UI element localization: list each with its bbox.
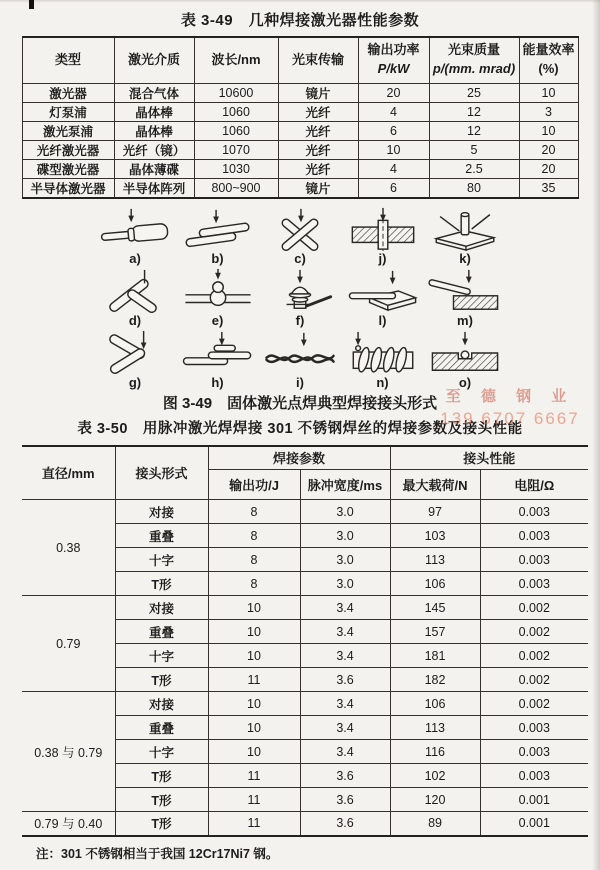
- diameter-cell: 0.38 与 0.79: [22, 692, 115, 812]
- table-cell: 镜片: [278, 83, 358, 102]
- table-cell: 0.003: [480, 764, 588, 788]
- diagram-rod-offset-lap: h): [179, 330, 257, 390]
- table-cell: 10: [208, 644, 300, 668]
- table-cell: 103: [390, 524, 480, 548]
- table-cell: 0.001: [480, 788, 588, 812]
- table-cell: 89: [390, 812, 480, 836]
- table-cell: 3.6: [300, 812, 390, 836]
- table-cell: 6: [358, 178, 429, 198]
- table-row: [22, 102, 578, 121]
- table-cell: 0.003: [480, 716, 588, 740]
- table-cell: 8: [208, 524, 300, 548]
- table-cell: 十字: [115, 548, 208, 572]
- watermark-phone: 139 6707 6667: [440, 409, 580, 428]
- scan-edge-right: [592, 0, 600, 870]
- table-cell: 重叠: [115, 524, 208, 548]
- col-header-diameter: 直径/mm: [22, 446, 115, 500]
- diagram-pin-on-plate: k): [426, 206, 504, 266]
- diagram-terminal-wire-joint: f): [261, 268, 339, 328]
- diameter-cell: 0.38: [22, 500, 115, 596]
- diagram-rod-angle-joint: d): [96, 268, 174, 328]
- table-cell: 4: [358, 159, 429, 178]
- table-cell: 113: [390, 716, 480, 740]
- table-cell: 11: [208, 668, 300, 692]
- table-cell: 35: [519, 178, 578, 198]
- table-cell: 0.002: [480, 692, 588, 716]
- table-cell: 145: [390, 596, 480, 620]
- diameter-cell: 0.79: [22, 596, 115, 692]
- table-cell: 0.003: [480, 740, 588, 764]
- table-cell: 重叠: [115, 620, 208, 644]
- table-cell: 光纤激光器: [22, 140, 114, 159]
- table-row: [22, 159, 578, 178]
- table-row: [22, 121, 578, 140]
- table-cell: T形: [115, 764, 208, 788]
- table-cell: 光纤（镜）: [114, 140, 194, 159]
- table-cell: T形: [115, 668, 208, 692]
- table-cell: 灯泵浦: [22, 102, 114, 121]
- table-cell: 8: [208, 572, 300, 596]
- table-cell: 1060: [194, 102, 278, 121]
- diagram-ball-between-wires: e): [179, 268, 257, 328]
- table-cell: 0.003: [480, 500, 588, 524]
- diameter-cell: 0.79 与 0.40: [22, 812, 115, 836]
- table-cell: 0.003: [480, 572, 588, 596]
- table-row: [22, 596, 588, 620]
- table-cell: 0.002: [480, 668, 588, 692]
- table-cell: 10: [519, 83, 578, 102]
- diagram-twisted-wires: i): [261, 330, 339, 390]
- table-cell: 1030: [194, 159, 278, 178]
- table-cell: 10600: [194, 83, 278, 102]
- col-header-resistance: 电阻/Ω: [480, 470, 588, 500]
- table-cell: 3.4: [300, 740, 390, 764]
- table-cell: 5: [429, 140, 519, 159]
- table-cell: T形: [115, 812, 208, 836]
- table-cell: 97: [390, 500, 480, 524]
- table-cell: 11: [208, 788, 300, 812]
- table49-title: 表 3-49 几种焊接激光器性能参数: [180, 12, 420, 29]
- diagram-rod-lap-joint: b): [179, 206, 257, 266]
- table-cell: 0.002: [480, 596, 588, 620]
- diagram-rod-v-joint: g): [96, 330, 174, 390]
- table-cell: 10: [208, 716, 300, 740]
- table-row: [22, 692, 588, 716]
- table-cell: 80: [429, 178, 519, 198]
- table-row: [22, 83, 578, 102]
- col-header-joint-form: 接头形式: [115, 446, 208, 500]
- diagram-rod-butt-joint: a): [96, 206, 174, 266]
- table-cell: 3.0: [300, 500, 390, 524]
- table-cell: 光纤: [278, 140, 358, 159]
- scan-edge-top: [0, 0, 600, 3]
- table-cell: 10: [208, 692, 300, 716]
- table-row: [22, 500, 588, 524]
- table-cell: 3.0: [300, 524, 390, 548]
- table-cell: 120: [390, 788, 480, 812]
- group-header-weld-params: 焊接参数: [208, 446, 390, 470]
- col-header-type: 类型: [22, 37, 114, 83]
- table-cell: 12: [429, 102, 519, 121]
- table-cell: 3.4: [300, 620, 390, 644]
- table-cell: 十字: [115, 740, 208, 764]
- table-cell: 8: [208, 500, 300, 524]
- table-cell: 对接: [115, 500, 208, 524]
- table-cell: 157: [390, 620, 480, 644]
- table-cell: 晶体薄碟: [114, 159, 194, 178]
- table-cell: 181: [390, 644, 480, 668]
- group-header-joint-props: 接头性能: [390, 446, 588, 470]
- col-header-beam-quality: 光束质量 p/(mm. mrad): [429, 37, 519, 83]
- table-cell: 0.002: [480, 644, 588, 668]
- welding-parameters-table: [22, 445, 588, 837]
- table-cell: 重叠: [115, 716, 208, 740]
- table-row: [22, 812, 588, 836]
- table-cell: 对接: [115, 692, 208, 716]
- table-cell: 晶体棒: [114, 102, 194, 121]
- table-cell: 混合气体: [114, 83, 194, 102]
- table-cell: 碟型激光器: [22, 159, 114, 178]
- table-cell: 3.6: [300, 764, 390, 788]
- table-cell: 8: [208, 548, 300, 572]
- diagram-coil-on-rod: n): [344, 330, 422, 390]
- scan-artifact-mark: [29, 0, 34, 9]
- table-cell: 113: [390, 548, 480, 572]
- table-cell: T形: [115, 572, 208, 596]
- table-cell: 20: [358, 83, 429, 102]
- table-cell: 3.0: [300, 548, 390, 572]
- table-row: [22, 178, 578, 198]
- table-cell: 1070: [194, 140, 278, 159]
- figure-row-1: [96, 206, 504, 266]
- table-cell: 0.002: [480, 620, 588, 644]
- diagram-rod-on-plate: l): [344, 268, 422, 328]
- table-cell: 10: [208, 740, 300, 764]
- table-cell: 晶体棒: [114, 121, 194, 140]
- laser-performance-table: [22, 36, 579, 199]
- table-cell: 11: [208, 812, 300, 836]
- table-cell: 3.4: [300, 716, 390, 740]
- laser-table-header: [22, 37, 578, 83]
- joint-forms-figure: [0, 206, 600, 413]
- table-cell: 6: [358, 121, 429, 140]
- table-cell: 3.4: [300, 596, 390, 620]
- table-row: [22, 140, 578, 159]
- table-cell: 十字: [115, 644, 208, 668]
- table-cell: 0.001: [480, 812, 588, 836]
- diagram-rod-cross-joint: c): [261, 206, 339, 266]
- diagram-pin-through-plate: j): [344, 206, 422, 266]
- table-cell: 10: [519, 121, 578, 140]
- col-header-max-load: 最大载荷/N: [390, 470, 480, 500]
- table-cell: 25: [429, 83, 519, 102]
- col-header-pulse-width: 脉冲宽度/ms: [300, 470, 390, 500]
- table-cell: 20: [519, 140, 578, 159]
- watermark-company: 至 德 钢 业: [445, 388, 575, 405]
- table-cell: 光纤: [278, 159, 358, 178]
- table50-footnote: 注：301 不锈钢相当于我国 12Cr17Ni7 钢。: [36, 846, 279, 861]
- col-header-beam-transmission: 光束传输: [278, 37, 358, 83]
- diagram-ball-in-groove: o): [426, 330, 504, 390]
- table-cell: 3.0: [300, 572, 390, 596]
- table-row: [22, 37, 578, 83]
- table-cell: 800~900: [194, 178, 278, 198]
- col-header-output-power: 输出功率 P/kW: [358, 37, 429, 83]
- table-cell: 11: [208, 764, 300, 788]
- table-cell: 102: [390, 764, 480, 788]
- table-cell: 4: [358, 102, 429, 121]
- table-cell: 10: [358, 140, 429, 159]
- figure-caption: 图 3-49 固体激光点焊典型焊接接头形式: [162, 394, 438, 412]
- table-cell: 116: [390, 740, 480, 764]
- table-cell: 0.003: [480, 548, 588, 572]
- table-cell: 镜片: [278, 178, 358, 198]
- table-cell: T形: [115, 788, 208, 812]
- diagram-wire-to-plate: m): [426, 268, 504, 328]
- table-cell: 106: [390, 572, 480, 596]
- table-cell: 半导体阵列: [114, 178, 194, 198]
- table-cell: 3.6: [300, 668, 390, 692]
- table-cell: 10: [208, 596, 300, 620]
- table-cell: 3: [519, 102, 578, 121]
- table-cell: 激光器: [22, 83, 114, 102]
- table-cell: 半导体激光器: [22, 178, 114, 198]
- table-cell: 光纤: [278, 121, 358, 140]
- table-cell: 3.6: [300, 788, 390, 812]
- table-row: [22, 446, 588, 470]
- col-header-wavelength: 波长/nm: [194, 37, 278, 83]
- col-header-output-energy: 输出功/J: [208, 470, 300, 500]
- table-cell: 2.5: [429, 159, 519, 178]
- table-cell: 0.003: [480, 524, 588, 548]
- table-cell: 12: [429, 121, 519, 140]
- table50-title: 表 3-50 用脉冲激光焊焊接 301 不锈钢焊丝的焊接参数及接头性能: [77, 420, 523, 437]
- welding-table-header: [22, 446, 588, 500]
- table-cell: 20: [519, 159, 578, 178]
- table-cell: 106: [390, 692, 480, 716]
- col-header-medium: 激光介质: [114, 37, 194, 83]
- col-header-efficiency: 能量效率 (%): [519, 37, 578, 83]
- figure-row-3: [96, 330, 504, 390]
- table-cell: 3.4: [300, 692, 390, 716]
- table-cell: 1060: [194, 121, 278, 140]
- table-cell: 182: [390, 668, 480, 692]
- table-cell: 3.4: [300, 644, 390, 668]
- table-cell: 激光泵浦: [22, 121, 114, 140]
- table-cell: 10: [208, 620, 300, 644]
- table-cell: 对接: [115, 596, 208, 620]
- figure-row-2: [96, 268, 504, 328]
- table-cell: 光纤: [278, 102, 358, 121]
